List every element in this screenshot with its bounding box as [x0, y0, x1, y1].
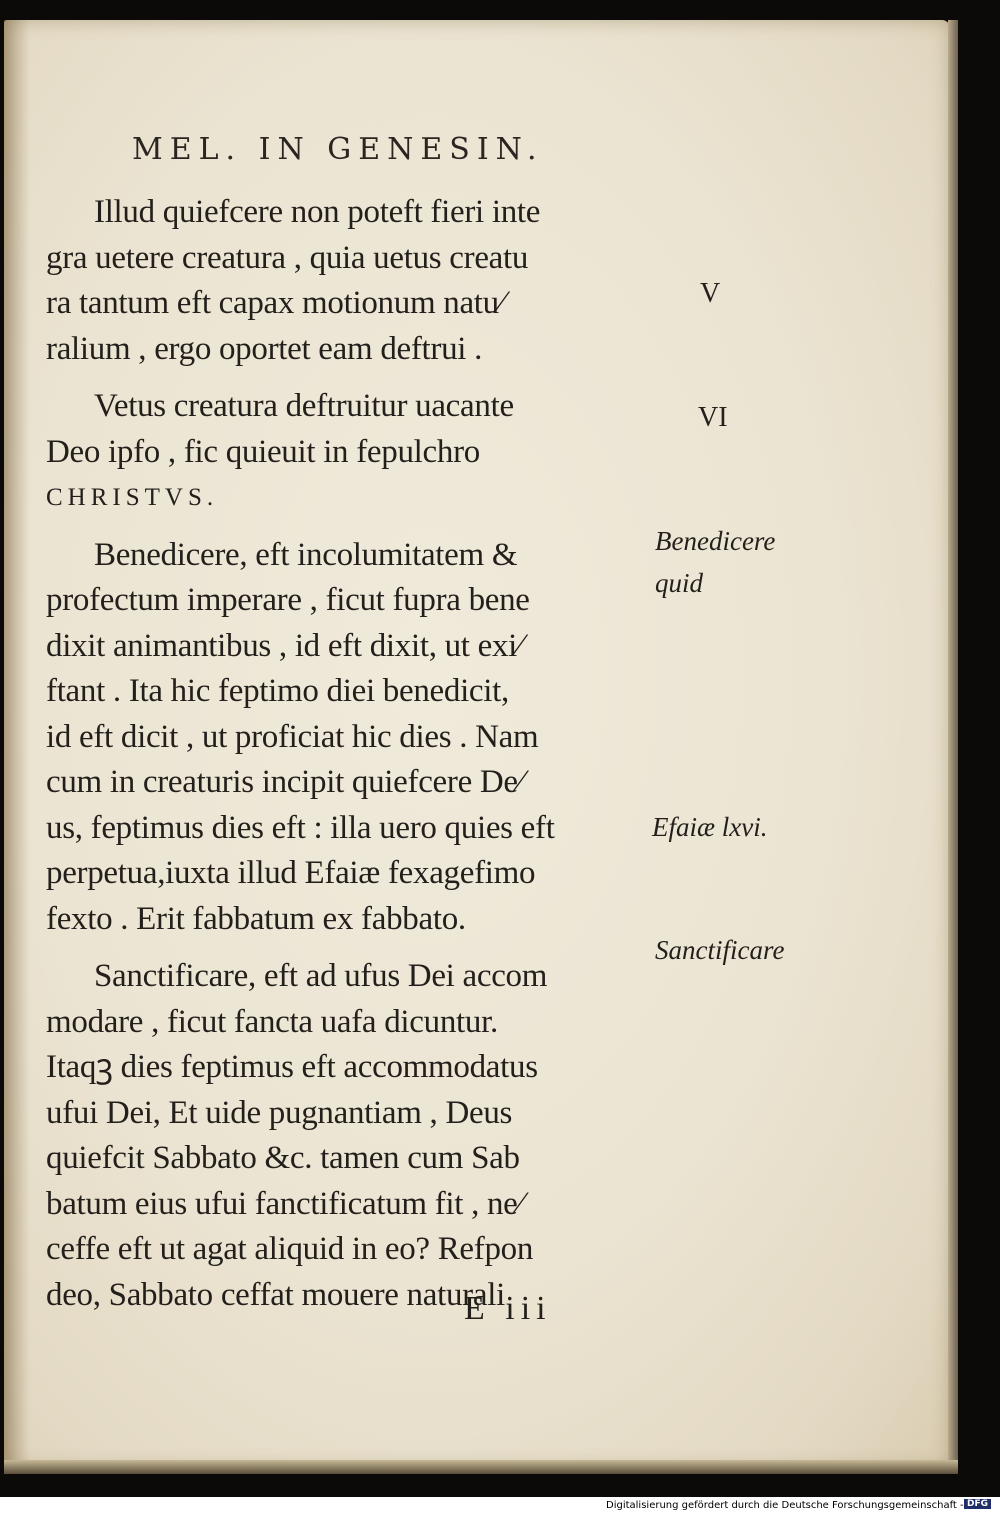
text-line: Illud quiefcere non poteft fieri inte [94, 194, 541, 230]
text-line: gra uetere creatura , quia uetus creatu [46, 239, 529, 276]
text-line: fexto . Erit fabbatum ex fabbato. [46, 900, 466, 937]
text-line: ra tantum eft capax motionum natu⁄ [46, 285, 505, 321]
paragraph-gap [46, 942, 651, 954]
text-line: Deo ipfo , fic quieuit in fepulchro [46, 433, 480, 470]
text-line: CHRISTVS. [46, 484, 219, 511]
margin-note-sanctificare: Sanctificare [655, 935, 785, 965]
text-line: Vetus creatura deftruitur uacante [94, 388, 514, 424]
signature-mark: E iii [464, 1290, 552, 1327]
page-right-edge [948, 20, 958, 1468]
margin-number-vi: VI [698, 402, 728, 433]
main-text-block [46, 190, 651, 1318]
margin-note-benedicere: Benedicere [655, 526, 776, 556]
text-line: Itaqꝫ dies feptimus eft accommodatus [46, 1049, 538, 1085]
paragraph-gap [46, 372, 651, 384]
text-line: dixit animantibus , id eft dixit, ut exi⁄ [46, 627, 523, 664]
margin-number-v: V [700, 278, 721, 309]
text-line: ufui Dei, Et uide pugnantiam , Deus [46, 1094, 513, 1131]
text-line: profectum imperare , ficut fupra bene [46, 582, 530, 618]
running-head: MEL. IN GENESIN. [132, 132, 544, 167]
text-line: id eft dicit , ut proficiat hic dies . Nam [46, 718, 539, 755]
dfg-logo: DFG [964, 1499, 991, 1509]
margin-note-esaiae: Efaiæ lxvi. [652, 812, 768, 842]
paragraph-gap [46, 521, 651, 533]
text-line: ralium , ergo oportet eam deftrui . [46, 330, 483, 367]
page-bottom-edge [4, 1460, 958, 1474]
text-line: cum in creaturis incipit quiefcere De⁄ [46, 764, 523, 800]
text-line: modare , ficut fancta uafa dicuntur. [46, 1003, 498, 1040]
text-line: quiefcit Sabbato &c. tamen cum Sab [46, 1140, 520, 1176]
text-line: Benedicere, eft incolumitatem & [94, 536, 518, 573]
text-line: deo, Sabbato ceffat mouere naturali [46, 1276, 505, 1313]
text-line: batum eius ufui fanctificatum fit , ne⁄ [46, 1185, 523, 1222]
page-gutter-shadow [4, 20, 30, 1468]
text-line: us, feptimus dies eft : illa uero quies eft [46, 809, 555, 846]
text-line: Sanctificare, eft ad ufus Dei accom [94, 958, 548, 994]
text-line: perpetua,iuxta illud Efaiæ fexagefimo [46, 855, 536, 891]
text-line: ftant . Ita hic feptimo diei benedicit, [46, 673, 509, 709]
text-line: ceffe eft ut agat aliquid in eo? Refpon [46, 1231, 534, 1267]
footer-credit: Digitalisierung gefördert durch die Deutsche Forschungsgemeinschaft - [606, 1500, 964, 1511]
margin-note-quid: quid [655, 568, 704, 598]
